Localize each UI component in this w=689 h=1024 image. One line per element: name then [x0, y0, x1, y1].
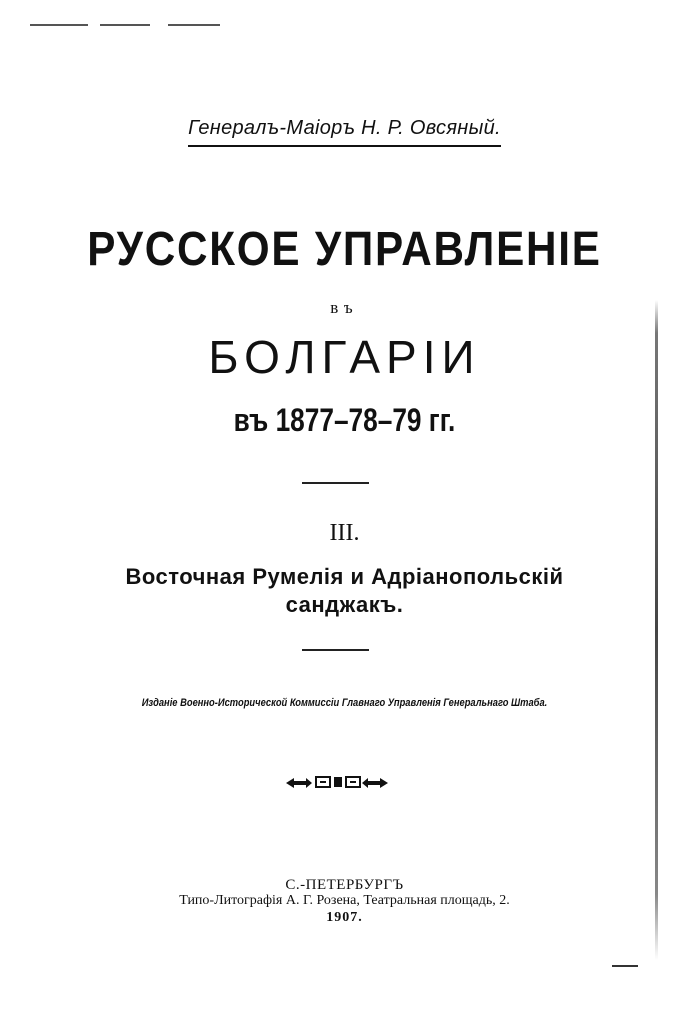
printer-info: Типо-Литографія А. Г. Розена, Театральная площадь, 2.: [179, 893, 510, 908]
author-name: Генералъ-Маіоръ Н. Р. Овсяный.: [188, 117, 501, 147]
scan-mark: [612, 965, 638, 967]
title-connector: въ: [330, 298, 359, 317]
edition-note: Изданіе Военно-Исторической Коммиссіи Главнаго Управленія Генеральнаго Штаба.: [141, 697, 548, 709]
volume-subtitle: [0, 563, 689, 619]
scan-mark: [100, 24, 150, 26]
title-years: въ 1877–78–79 гг.: [233, 402, 456, 438]
volume-number: III.: [329, 520, 360, 546]
scan-edge: [655, 300, 658, 960]
title-country: БОЛГАРІИ: [208, 331, 481, 383]
scan-mark: [30, 24, 88, 26]
ornament-icon: [284, 773, 390, 791]
scan-mark: [168, 24, 220, 26]
author-line: [0, 117, 689, 147]
subtitle-line: санджакъ.: [285, 592, 404, 617]
publication-year: 1907.: [326, 910, 363, 925]
book-title: РУССКОЕ УПРАВЛЕНІЕ: [87, 223, 602, 276]
divider-rule: [302, 482, 369, 484]
subtitle-line: Восточная Румелія и Адріанопольскій: [125, 564, 564, 589]
divider-rule: [302, 649, 369, 651]
publication-city: С.-ПЕТЕРБУРГЪ: [285, 877, 404, 893]
